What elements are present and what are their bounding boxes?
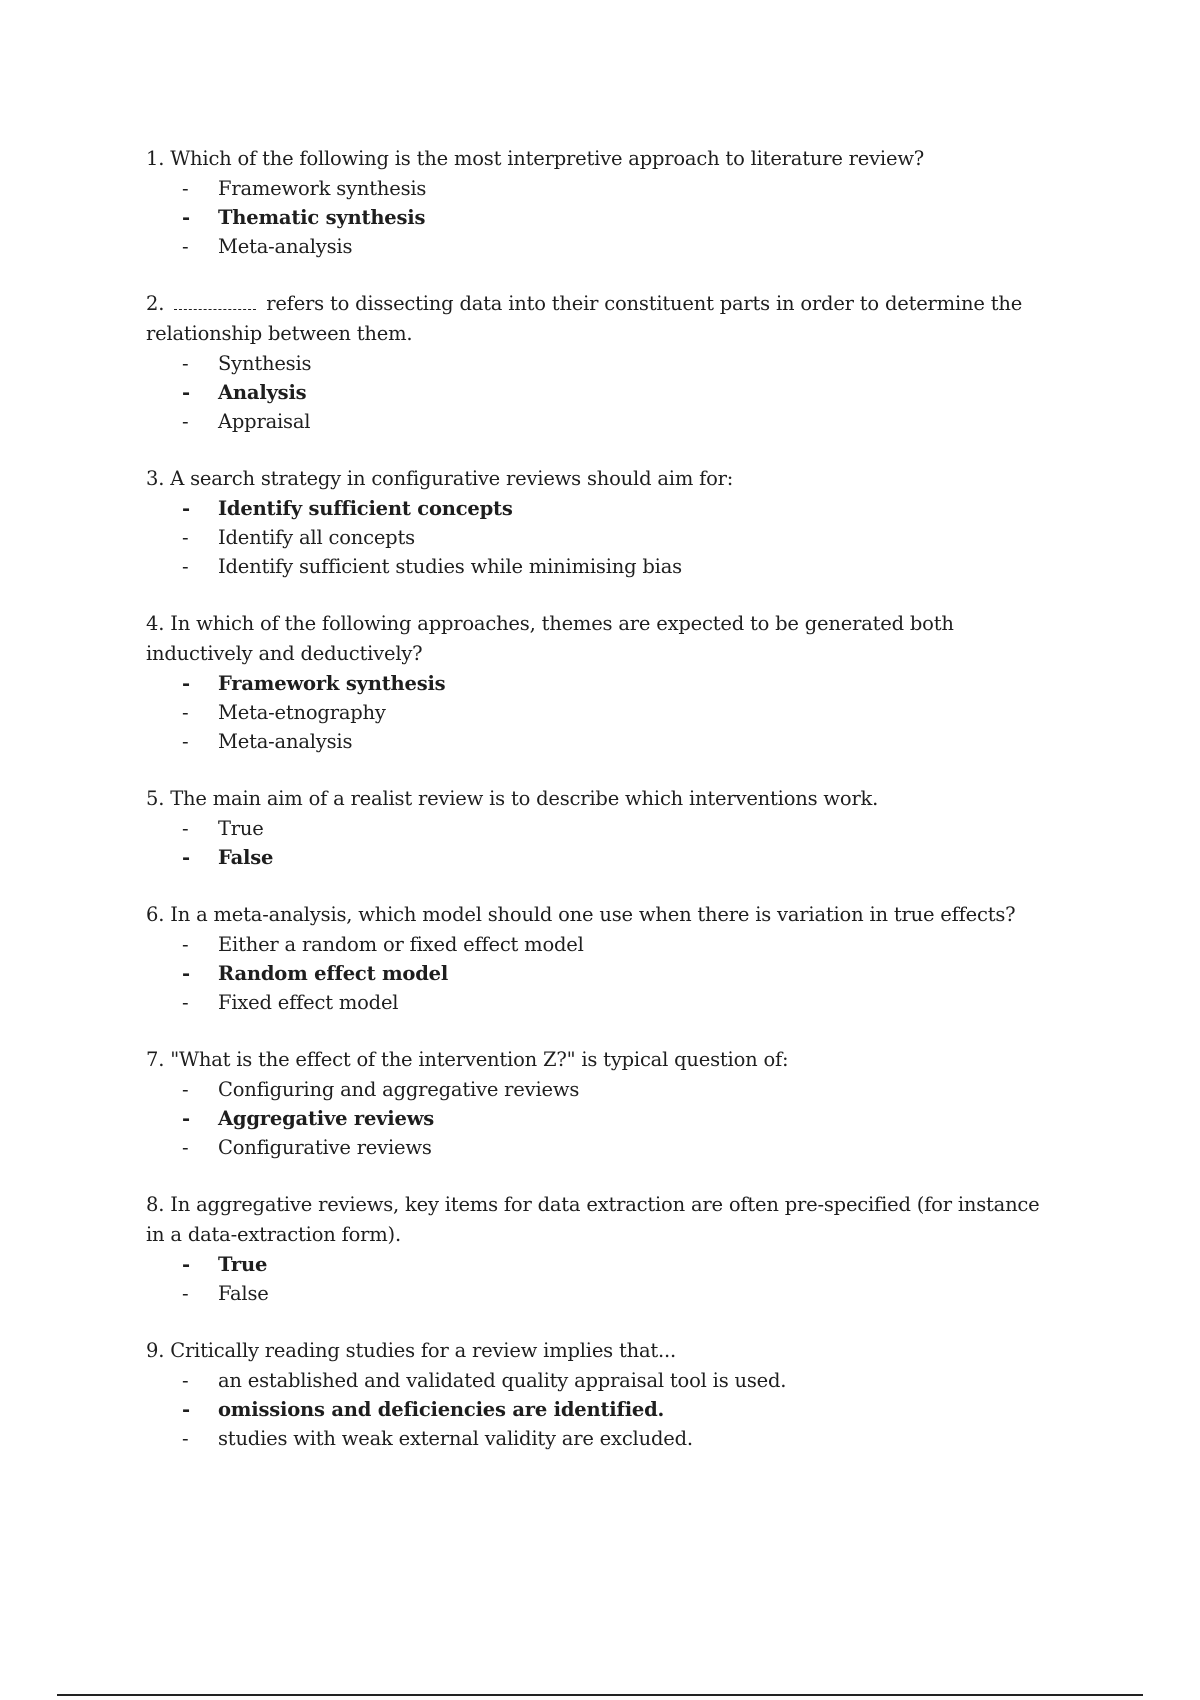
answer-label: Either a random or fixed effect model — [218, 933, 584, 956]
bullet-dash: - — [182, 1136, 189, 1159]
question-text — [146, 289, 1046, 349]
answer-label: Meta-etnography — [218, 701, 386, 724]
question-body: In aggregative reviews, key items for data extraction are often pre-specified (for instance in a data-extraction form). — [146, 1193, 1040, 1246]
answer-option-correct — [146, 378, 1046, 407]
bullet-dash: - — [182, 672, 190, 695]
answer-label: Identify sufficient concepts — [218, 497, 513, 520]
answer-options — [146, 1250, 1046, 1308]
answer-label: False — [218, 846, 274, 869]
bullet-dash: - — [182, 352, 189, 375]
question-text — [146, 1190, 1046, 1250]
answer-label: True — [218, 817, 264, 840]
question-text — [146, 1336, 1046, 1366]
question-text — [146, 1045, 1046, 1075]
answer-option — [146, 1279, 1046, 1308]
answer-option-correct — [146, 1395, 1046, 1424]
answer-label: Identify all concepts — [218, 526, 415, 549]
question-number: 3. — [146, 467, 165, 490]
answer-option-correct — [146, 1104, 1046, 1133]
answer-options — [146, 349, 1046, 436]
question-number: 8. — [146, 1193, 165, 1216]
question-body: Critically reading studies for a review implies that... — [170, 1339, 677, 1362]
question-text — [146, 609, 1046, 669]
answer-options — [146, 930, 1046, 1017]
question-number: 4. — [146, 612, 165, 635]
answer-option-correct — [146, 843, 1046, 872]
answer-label: Configurative reviews — [218, 1136, 432, 1159]
answer-option — [146, 1075, 1046, 1104]
answer-option — [146, 349, 1046, 378]
answer-option — [146, 407, 1046, 436]
question-4 — [146, 609, 1046, 756]
question-text — [146, 464, 1046, 494]
answer-label: Thematic synthesis — [218, 206, 426, 229]
bullet-dash: - — [182, 962, 190, 985]
answer-label: Configuring and aggregative reviews — [218, 1078, 580, 1101]
answer-label: Fixed effect model — [218, 991, 399, 1014]
answer-option — [146, 1366, 1046, 1395]
answer-options — [146, 814, 1046, 872]
answer-option — [146, 174, 1046, 203]
answer-label: studies with weak external validity are excluded. — [218, 1427, 693, 1450]
bullet-dash: - — [182, 555, 189, 578]
answer-option — [146, 552, 1046, 581]
answer-option — [146, 814, 1046, 843]
question-body: In which of the following approaches, themes are expected to be generated both inductively and deductively? — [146, 612, 954, 665]
bullet-dash: - — [182, 1427, 189, 1450]
bullet-dash: - — [182, 1253, 190, 1276]
bullet-dash: - — [182, 235, 189, 258]
question-body: Which of the following is the most interpretive approach to literature review? — [170, 147, 925, 170]
question-8 — [146, 1190, 1046, 1308]
bullet-dash: - — [182, 206, 190, 229]
question-body: refers to dissecting data into their constituent parts in order to determine the relationship between them. — [146, 292, 1023, 345]
answer-option — [146, 727, 1046, 756]
question-number: 1. — [146, 147, 165, 170]
answer-label: Meta-analysis — [218, 235, 353, 258]
answer-option — [146, 1424, 1046, 1453]
bullet-dash: - — [182, 701, 189, 724]
fill-in-blank — [174, 295, 256, 310]
question-9 — [146, 1336, 1046, 1453]
bullet-dash: - — [182, 846, 190, 869]
answer-option-correct — [146, 494, 1046, 523]
question-number: 6. — [146, 903, 165, 926]
answer-label: omissions and deficiencies are identified. — [218, 1398, 665, 1421]
bullet-dash: - — [182, 381, 190, 404]
question-text — [146, 144, 1046, 174]
answer-label: Identify sufficient studies while minimising bias — [218, 555, 682, 578]
answer-label: Appraisal — [218, 410, 311, 433]
answer-label: an established and validated quality appraisal tool is used. — [218, 1369, 787, 1392]
answer-label: Synthesis — [218, 352, 312, 375]
bullet-dash: - — [182, 1398, 190, 1421]
answer-option — [146, 1133, 1046, 1162]
answer-options — [146, 1075, 1046, 1162]
question-body: "What is the effect of the intervention Z?" is typical question of: — [170, 1048, 789, 1071]
question-text — [146, 900, 1046, 930]
answer-option — [146, 698, 1046, 727]
answer-option-correct — [146, 669, 1046, 698]
answer-options — [146, 494, 1046, 581]
answer-option-correct — [146, 959, 1046, 988]
answer-label: Aggregative reviews — [218, 1107, 435, 1130]
question-body: The main aim of a realist review is to describe which interventions work. — [170, 787, 879, 810]
bullet-dash: - — [182, 1369, 189, 1392]
answer-label: Framework synthesis — [218, 177, 427, 200]
question-6 — [146, 900, 1046, 1017]
answer-option-correct — [146, 1250, 1046, 1279]
question-number: 9. — [146, 1339, 165, 1362]
answer-option — [146, 930, 1046, 959]
answer-options — [146, 669, 1046, 756]
answer-option — [146, 232, 1046, 261]
answer-options — [146, 174, 1046, 261]
footer-rule — [57, 1694, 1143, 1696]
question-1 — [146, 144, 1046, 261]
question-number: 7. — [146, 1048, 165, 1071]
answer-label: Random effect model — [218, 962, 449, 985]
answer-label: Analysis — [218, 381, 307, 404]
bullet-dash: - — [182, 817, 189, 840]
question-5 — [146, 784, 1046, 872]
bullet-dash: - — [182, 1107, 190, 1130]
answer-options — [146, 1366, 1046, 1453]
bullet-dash: - — [182, 497, 190, 520]
question-number: 5. — [146, 787, 165, 810]
question-7 — [146, 1045, 1046, 1162]
quiz-list — [146, 144, 1046, 1481]
question-body: A search strategy in configurative reviews should aim for: — [170, 467, 734, 490]
answer-option-correct — [146, 203, 1046, 232]
question-3 — [146, 464, 1046, 581]
bullet-dash: - — [182, 933, 189, 956]
question-number: 2. — [146, 292, 165, 315]
question-2 — [146, 289, 1046, 436]
bullet-dash: - — [182, 730, 189, 753]
bullet-dash: - — [182, 526, 189, 549]
answer-label: Meta-analysis — [218, 730, 353, 753]
bullet-dash: - — [182, 991, 189, 1014]
question-body: In a meta-analysis, which model should one use when there is variation in true effects? — [170, 903, 1016, 926]
bullet-dash: - — [182, 410, 189, 433]
bullet-dash: - — [182, 1282, 189, 1305]
answer-label: Framework synthesis — [218, 672, 446, 695]
answer-option — [146, 988, 1046, 1017]
question-text — [146, 784, 1046, 814]
bullet-dash: - — [182, 1078, 189, 1101]
bullet-dash: - — [182, 177, 189, 200]
answer-option — [146, 523, 1046, 552]
answer-label: False — [218, 1282, 269, 1305]
answer-label: True — [218, 1253, 268, 1276]
